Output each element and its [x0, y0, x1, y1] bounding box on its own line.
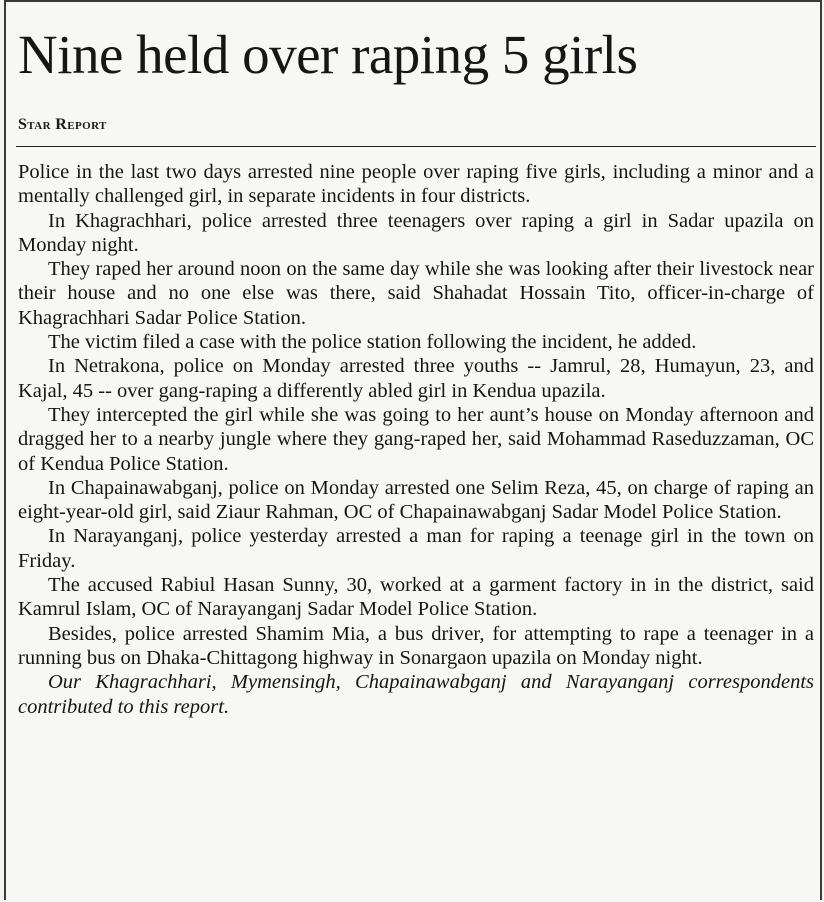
- paragraph: They intercepted the girl while she was going to her aunt’s house on Monday afternoon and dragged her to a nearby jungle where they gang-raped her, said Mohammad Raseduzzaman, OC of Kendua Police Station.: [18, 403, 814, 475]
- headline: Nine held over raping 5 girls: [18, 24, 638, 85]
- paragraph: They raped her around noon on the same day while she was looking after their livestock near their house and no one else was there, said Shahadat Hossain Tito, officer-in-charge of Khagrachhari Sadar Police Station.: [18, 258, 814, 329]
- paragraph: In Netrakona, police on Monday arrested three youths -- Jamrul, 28, Humayun, 23, and Kajal, 45 -- over gang-raping a differently abled girl in Kendua upazila.: [18, 355, 814, 402]
- paragraph: In Chapainawabganj, police on Monday arrested one Selim Reza, 45, on charge of raping an eight-year-old girl, said Ziaur Rahman, OC of Chapainawabganj Sadar Model Police Station.: [18, 476, 814, 524]
- paragraph-lede: Police in the last two days arrested nine people over raping five girls, including a minor and a mentally challenged girl, in separate incidents in four districts.: [18, 161, 814, 208]
- paragraph: The accused Rabiul Hasan Sunny, 30, worked at a garment factory in in the district, said Kamrul Islam, OC of Narayanganj Sadar Model Police Station.: [18, 574, 814, 621]
- news-clipping: [4, 0, 822, 900]
- paragraph: In Narayanganj, police yesterday arrested a man for raping a teenage girl in the town on Friday.: [18, 525, 814, 572]
- paragraph: Besides, police arrested Shamim Mia, a bus driver, for attempting to rape a teenager in a running bus on Dhaka-Chittagong highway in Sonargaon upazila on Monday night.: [18, 622, 814, 669]
- paragraph: The victim filed a case with the police station following the incident, he added.: [48, 331, 697, 354]
- correspondents-credit: Our Khagrachhari, Mymensingh, Chapainawabganj and Narayanganj correspondents contributed to this report.: [18, 671, 814, 718]
- byline-divider: [16, 146, 816, 147]
- article-body: [18, 160, 814, 719]
- paragraph: In Khagrachhari, police arrested three teenagers over raping a girl in Sadar upazila on Monday night.: [18, 209, 814, 256]
- byline: Star Report: [18, 116, 107, 133]
